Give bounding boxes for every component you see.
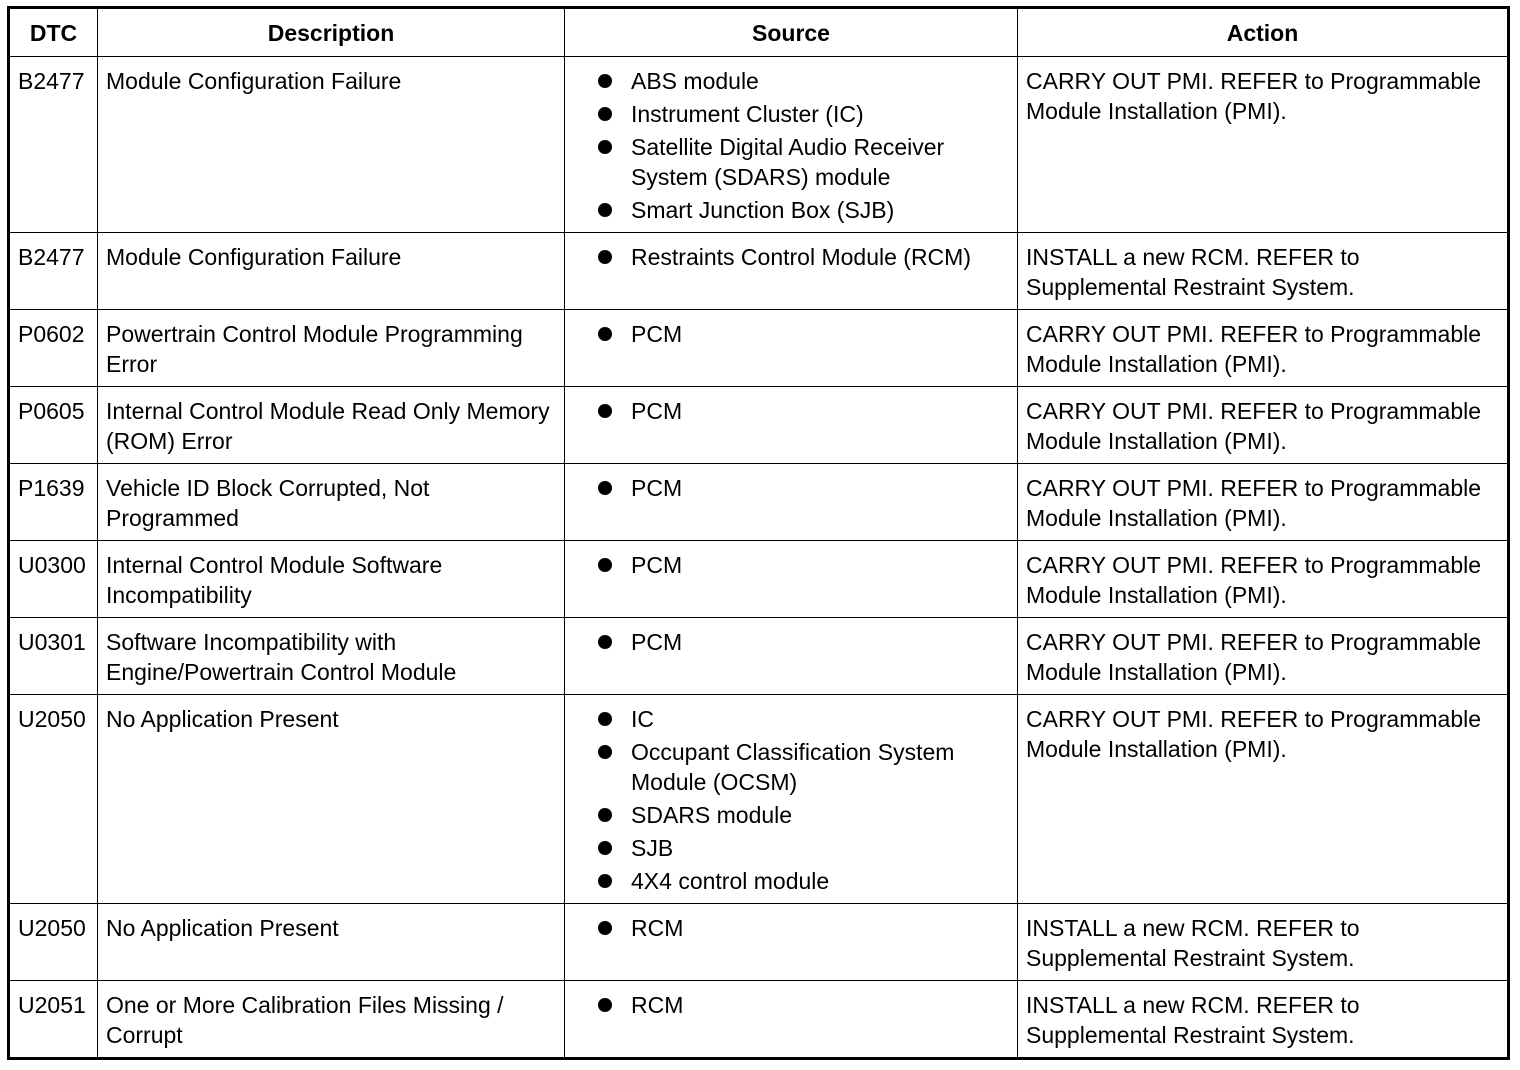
header-row (9, 8, 1509, 57)
source-item (595, 99, 1009, 129)
header-source: Source (565, 8, 1018, 57)
bullet-icon (598, 745, 612, 759)
source-item (595, 704, 1009, 734)
source-item-label: Smart Junction Box (SJB) (631, 197, 895, 223)
table-row (9, 464, 1509, 541)
table-body (9, 57, 1509, 1059)
cell-source (565, 233, 1018, 310)
table-row (9, 618, 1509, 695)
source-list (573, 396, 1009, 426)
cell-source (565, 904, 1018, 981)
cell-action: CARRY OUT PMI. REFER to Programmable Module Installation (PMI). (1018, 618, 1509, 695)
source-item-label: PCM (631, 552, 683, 578)
table-row (9, 387, 1509, 464)
cell-dtc: U2050 (9, 904, 98, 981)
bullet-icon (598, 998, 612, 1012)
cell-source (565, 541, 1018, 618)
source-list (573, 550, 1009, 580)
cell-description: Vehicle ID Block Corrupted, Not Programmed (98, 464, 565, 541)
source-item (595, 833, 1009, 863)
cell-description: Module Configuration Failure (98, 233, 565, 310)
table-row (9, 310, 1509, 387)
cell-dtc: U0300 (9, 541, 98, 618)
cell-dtc: U0301 (9, 618, 98, 695)
cell-description: Software Incompatibility with Engine/Powertrain Control Module (98, 618, 565, 695)
cell-source (565, 387, 1018, 464)
source-list (573, 473, 1009, 503)
source-item-label: IC (631, 706, 654, 732)
cell-action: CARRY OUT PMI. REFER to Programmable Module Installation (PMI). (1018, 695, 1509, 904)
header-description: Description (98, 8, 565, 57)
source-item (595, 800, 1009, 830)
source-item (595, 990, 1009, 1020)
cell-action: CARRY OUT PMI. REFER to Programmable Module Installation (PMI). (1018, 57, 1509, 233)
source-list (573, 242, 1009, 272)
cell-action: INSTALL a new RCM. REFER to Supplemental Restraint System. (1018, 904, 1509, 981)
source-item-label: PCM (631, 398, 683, 424)
source-item-label: Instrument Cluster (IC) (631, 101, 864, 127)
source-item-label: ABS module (631, 68, 759, 94)
cell-description: No Application Present (98, 904, 565, 981)
cell-dtc: P0602 (9, 310, 98, 387)
cell-description: One or More Calibration Files Missing / Corrupt (98, 981, 565, 1059)
cell-description: Internal Control Module Software Incompatibility (98, 541, 565, 618)
bullet-icon (598, 140, 612, 154)
cell-dtc: P1639 (9, 464, 98, 541)
cell-description: Powertrain Control Module Programming Error (98, 310, 565, 387)
cell-action: CARRY OUT PMI. REFER to Programmable Module Installation (PMI). (1018, 387, 1509, 464)
source-list (573, 66, 1009, 225)
source-item-label: SJB (631, 835, 674, 861)
header-dtc: DTC (9, 8, 98, 57)
cell-source (565, 618, 1018, 695)
source-item (595, 319, 1009, 349)
source-item-label: Restraints Control Module (RCM) (631, 244, 971, 270)
source-item-label: Occupant Classification System Module (OCSM) (631, 739, 955, 795)
cell-dtc: U2050 (9, 695, 98, 904)
header-action: Action (1018, 8, 1509, 57)
cell-source (565, 464, 1018, 541)
table-row (9, 541, 1509, 618)
table-row (9, 981, 1509, 1059)
source-item (595, 66, 1009, 96)
source-item-label: 4X4 control module (631, 868, 830, 894)
cell-action: CARRY OUT PMI. REFER to Programmable Module Installation (PMI). (1018, 310, 1509, 387)
bullet-icon (598, 404, 612, 418)
table-row (9, 233, 1509, 310)
source-item-label: PCM (631, 475, 683, 501)
source-item (595, 195, 1009, 225)
source-item-label: Satellite Digital Audio Receiver System (SDARS) module (631, 134, 945, 190)
bullet-icon (598, 74, 612, 88)
source-item-label: PCM (631, 321, 683, 347)
dtc-table (7, 6, 1510, 1060)
source-item (595, 473, 1009, 503)
source-list (573, 319, 1009, 349)
bullet-icon (598, 841, 612, 855)
cell-source (565, 981, 1018, 1059)
table-row (9, 904, 1509, 981)
source-list (573, 704, 1009, 896)
bullet-icon (598, 558, 612, 572)
bullet-icon (598, 250, 612, 264)
source-item (595, 913, 1009, 943)
source-item-label: SDARS module (631, 802, 793, 828)
cell-action: CARRY OUT PMI. REFER to Programmable Module Installation (PMI). (1018, 464, 1509, 541)
bullet-icon (598, 327, 612, 341)
cell-action: CARRY OUT PMI. REFER to Programmable Module Installation (PMI). (1018, 541, 1509, 618)
source-item-label: PCM (631, 629, 683, 655)
cell-action: INSTALL a new RCM. REFER to Supplemental Restraint System. (1018, 233, 1509, 310)
cell-description: Module Configuration Failure (98, 57, 565, 233)
cell-dtc: P0605 (9, 387, 98, 464)
source-item (595, 866, 1009, 896)
cell-dtc: B2477 (9, 233, 98, 310)
source-item (595, 132, 1009, 192)
bullet-icon (598, 712, 612, 726)
cell-source (565, 310, 1018, 387)
source-list (573, 913, 1009, 943)
source-item (595, 550, 1009, 580)
bullet-icon (598, 921, 612, 935)
cell-action: INSTALL a new RCM. REFER to Supplemental Restraint System. (1018, 981, 1509, 1059)
cell-source (565, 695, 1018, 904)
bullet-icon (598, 808, 612, 822)
cell-description: Internal Control Module Read Only Memory (ROM) Error (98, 387, 565, 464)
source-item (595, 242, 1009, 272)
bullet-icon (598, 481, 612, 495)
source-item-label: RCM (631, 992, 684, 1018)
source-list (573, 990, 1009, 1020)
bullet-icon (598, 635, 612, 649)
source-item (595, 737, 1009, 797)
table-row (9, 695, 1509, 904)
source-item-label: RCM (631, 915, 684, 941)
cell-description: No Application Present (98, 695, 565, 904)
source-item (595, 627, 1009, 657)
cell-dtc: U2051 (9, 981, 98, 1059)
source-list (573, 627, 1009, 657)
bullet-icon (598, 203, 612, 217)
table-row (9, 57, 1509, 233)
source-item (595, 396, 1009, 426)
cell-dtc: B2477 (9, 57, 98, 233)
bullet-icon (598, 874, 612, 888)
cell-source (565, 57, 1018, 233)
bullet-icon (598, 107, 612, 121)
